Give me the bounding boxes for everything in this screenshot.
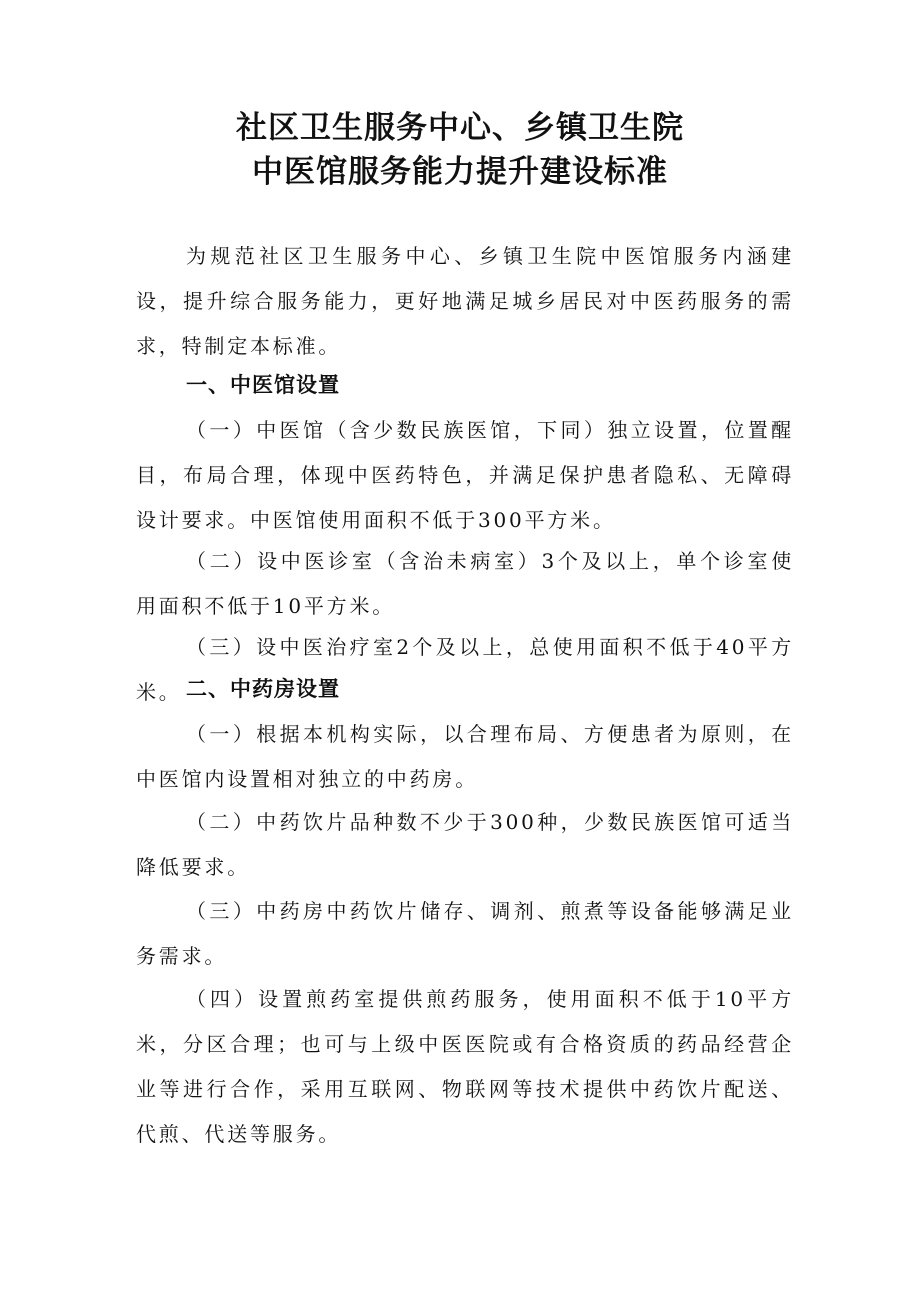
section2-heading: 二、中药房设置 — [186, 677, 340, 701]
section2-item-2: （二）中药饮片品种数不少于300种，少数民族医馆可适当降低要求。 — [136, 810, 794, 879]
intro-paragraph: 为规范社区卫生服务中心、乡镇卫生院中医馆服务内涵建设，提升综合服务能力，更好地满足城乡居民对中医药服务的需求，特制定本标准。 — [136, 244, 794, 358]
section1-item-3: （三）设中医治疗室2个及以上，总使用面积不低于40平方米。 — [136, 635, 794, 704]
section1-heading: 一、中医馆设置 — [186, 373, 340, 397]
document-title-line2: 中医馆服务能力提升建设标准 — [252, 154, 668, 190]
section1-item-1: （一）中医馆（含少数民族医馆，下同）独立设置，位置醒目，布局合理，体现中医药特色，并满足保护患者隐私、无障碍设计要求。中医馆使用面积不低于300平方米。 — [136, 418, 794, 532]
section2-item-1: （一）根据本机构实际，以合理布局、方便患者为原则，在中医馆内设置相对独立的中药房。 — [136, 722, 794, 791]
section2-item-4: （四）设置煎药室提供煎药服务，使用面积不低于10平方米，分区合理；也可与上级中医医院或有合格资质的药品经营企业等进行合作，采用互联网、物联网等技术提供中药饮片配送、代煎、代送等服务。 — [136, 987, 794, 1146]
section1-item-2: （二）设中医诊室（含治未病室）3个及以上，单个诊室使用面积不低于10平方米。 — [136, 549, 794, 618]
document-title-line1: 社区卫生服务中心、乡镇卫生院 — [236, 110, 684, 146]
section2-item-3: （三）中药房中药饮片储存、调剂、煎煮等设备能够满足业务需求。 — [136, 899, 794, 968]
